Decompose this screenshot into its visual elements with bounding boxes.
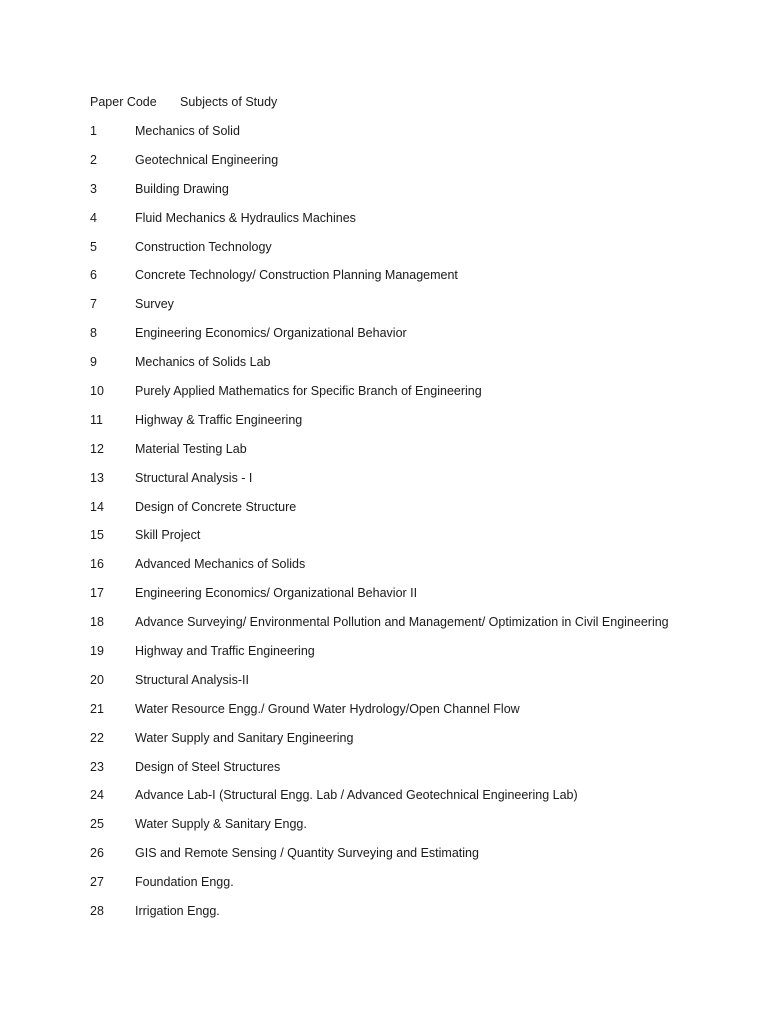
paper-code: 14: [90, 499, 104, 514]
subject-name: Structural Analysis-II: [135, 672, 249, 687]
table-row: [90, 295, 750, 324]
table-row: [90, 815, 750, 844]
paper-code: 1: [90, 124, 97, 138]
paper-code: 18: [90, 615, 104, 630]
paper-code: 7: [90, 297, 97, 312]
paper-code: 17: [90, 586, 104, 601]
table-row: [90, 873, 750, 902]
subject-name: Fluid Mechanics & Hydraulics Machines: [135, 210, 356, 225]
paper-code: 28: [90, 904, 104, 919]
table-row: [90, 151, 750, 180]
paper-code: 9: [90, 355, 97, 370]
subject-name: Advance Lab-I (Structural Engg. Lab / Advanced Geotechnical Engineering Lab): [135, 788, 578, 803]
paper-code: 23: [90, 759, 104, 774]
paper-code: 11: [90, 412, 103, 427]
subject-name: Water Supply and Sanitary Engineering: [135, 730, 354, 745]
paper-code: 25: [90, 817, 104, 832]
subject-name: Mechanics of Solids Lab: [135, 355, 271, 370]
subject-name: Advance Surveying/ Environmental Pollution and Management/ Optimization in Civil Engineering: [135, 615, 669, 630]
subject-name: Advanced Mechanics of Solids: [135, 557, 306, 572]
subject-name: GIS and Remote Sensing / Quantity Surveying and Estimating: [135, 846, 479, 861]
table-row: [90, 902, 750, 931]
subject-name: Geotechnical Engineering: [135, 152, 279, 167]
subject-name: Design of Steel Structures: [135, 759, 281, 774]
subject-name: Engineering Economics/ Organizational Behavior II: [135, 586, 418, 601]
table-row: [90, 266, 750, 295]
table-row: [90, 526, 750, 555]
table-row: [90, 671, 750, 700]
paper-code: 27: [90, 875, 104, 890]
subjects-header: Subjects of Study: [180, 95, 278, 109]
subject-name: Foundation Engg.: [135, 875, 234, 890]
subject-name: Material Testing Lab: [135, 441, 247, 456]
table-row: [90, 238, 750, 267]
subject-name: Highway and Traffic Engineering: [135, 644, 315, 659]
subject-name: Survey: [135, 297, 174, 312]
paper-code: 20: [90, 672, 104, 687]
paper-code: 26: [90, 846, 104, 861]
table-row: [90, 209, 750, 238]
paper-code: 19: [90, 644, 104, 659]
subject-name: Water Supply & Sanitary Engg.: [135, 817, 307, 832]
table-row: [90, 353, 750, 382]
subject-name: Construction Technology: [135, 239, 272, 254]
table-row: [90, 584, 750, 613]
paper-code-header: Paper Code: [90, 95, 157, 109]
paper-code: 10: [90, 384, 104, 399]
paper-code: 8: [90, 326, 97, 341]
subject-name: Concrete Technology/ Construction Planning Management: [135, 268, 458, 283]
paper-code: 2: [90, 152, 97, 167]
table-row: [90, 440, 750, 469]
paper-code: 12: [90, 441, 104, 456]
subject-name: Irrigation Engg.: [135, 904, 220, 919]
paper-code: 13: [90, 470, 104, 485]
table-row: [90, 469, 750, 498]
table-row: [90, 411, 750, 440]
table-row: [90, 729, 750, 758]
subject-name: Mechanics of Solid: [135, 124, 240, 138]
table-row: [90, 642, 750, 671]
table-row: [90, 844, 750, 873]
table-row: [90, 700, 750, 729]
subject-list: [90, 122, 750, 931]
table-row: [90, 555, 750, 584]
paper-code: 6: [90, 268, 97, 283]
subject-name: Structural Analysis - I: [135, 470, 253, 485]
paper-code: 24: [90, 788, 104, 803]
paper-code: 3: [90, 181, 97, 196]
table-row: [90, 613, 750, 642]
table-row: [90, 382, 750, 411]
paper-code: 5: [90, 239, 97, 254]
paper-code: 22: [90, 730, 104, 745]
paper-code: 16: [90, 557, 104, 572]
table-row: [90, 180, 750, 209]
table-row: [90, 758, 750, 787]
paper-code: 15: [90, 528, 104, 543]
table-row: [90, 324, 750, 353]
subject-name: Purely Applied Mathematics for Specific Branch of Engineering: [135, 384, 482, 399]
table-row: [90, 786, 750, 815]
paper-code: 4: [90, 210, 97, 225]
subject-name: Highway & Traffic Engineering: [135, 412, 303, 427]
subject-name: Building Drawing: [135, 181, 229, 196]
table-row: [90, 498, 750, 527]
subject-name: Design of Concrete Structure: [135, 499, 297, 514]
subject-name: Skill Project: [135, 528, 201, 543]
table-row: [90, 122, 750, 151]
subject-name: Engineering Economics/ Organizational Behavior: [135, 326, 407, 341]
subject-name: Water Resource Engg./ Ground Water Hydrology/Open Channel Flow: [135, 701, 520, 716]
paper-code: 21: [90, 701, 104, 716]
